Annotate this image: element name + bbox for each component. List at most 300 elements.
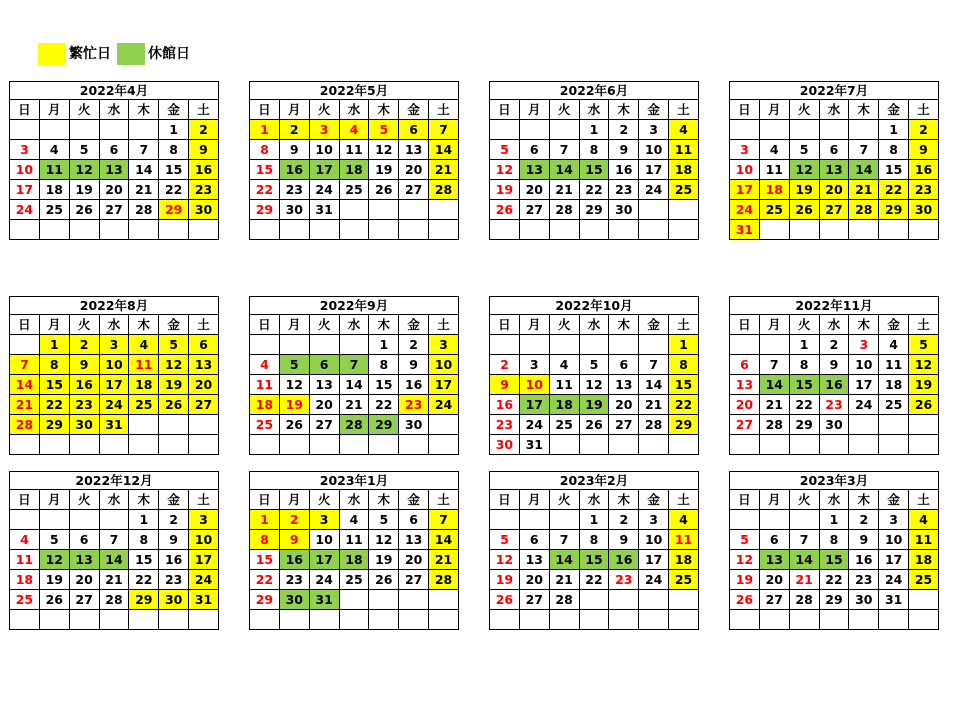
- month-title: 2022年6月: [490, 82, 699, 100]
- day-cell: 14: [429, 140, 459, 160]
- empty-cell: [189, 415, 219, 435]
- day-cell: 27: [99, 200, 129, 220]
- day-cell: 16: [399, 375, 429, 395]
- empty-cell: [99, 120, 129, 140]
- weekday-header: 金: [399, 315, 429, 335]
- day-cell: 1: [579, 510, 609, 530]
- weekday-header: 火: [309, 490, 339, 510]
- day-cell: 14: [759, 375, 789, 395]
- weekday-header: 月: [279, 490, 309, 510]
- day-cell: 10: [639, 140, 669, 160]
- month-calendar: [9, 471, 219, 630]
- day-cell: 11: [339, 530, 369, 550]
- legend: [38, 43, 196, 65]
- empty-cell: [759, 120, 789, 140]
- day-cell: 19: [490, 180, 520, 200]
- weekday-header: 水: [99, 315, 129, 335]
- empty-cell: [129, 610, 159, 630]
- day-cell: 9: [69, 355, 99, 375]
- day-cell: 6: [399, 120, 429, 140]
- weekday-header: 日: [490, 315, 520, 335]
- day-cell: 30: [279, 200, 309, 220]
- day-cell: 11: [669, 140, 699, 160]
- day-cell: 17: [879, 550, 909, 570]
- month-title: 2022年9月: [250, 297, 459, 315]
- day-cell: 14: [549, 550, 579, 570]
- day-cell: 7: [549, 140, 579, 160]
- weekday-header: 日: [490, 490, 520, 510]
- day-cell: 23: [609, 570, 639, 590]
- empty-cell: [639, 590, 669, 610]
- empty-cell: [759, 335, 789, 355]
- weekday-header: 土: [429, 490, 459, 510]
- month-title: 2023年3月: [730, 472, 939, 490]
- weekday-header: 金: [159, 315, 189, 335]
- day-cell: 2: [159, 510, 189, 530]
- empty-cell: [549, 220, 579, 240]
- empty-cell: [549, 335, 579, 355]
- weekday-header: 月: [759, 100, 789, 120]
- empty-cell: [69, 435, 99, 455]
- day-cell: 18: [669, 160, 699, 180]
- day-cell: 5: [789, 140, 819, 160]
- empty-cell: [429, 610, 459, 630]
- day-cell: 28: [339, 415, 369, 435]
- weekday-header: 木: [849, 100, 879, 120]
- empty-cell: [849, 415, 879, 435]
- day-cell: 15: [250, 160, 280, 180]
- weekday-header: 水: [579, 100, 609, 120]
- weekday-header: 土: [909, 100, 939, 120]
- day-cell: 14: [789, 550, 819, 570]
- day-cell: 24: [849, 395, 879, 415]
- day-cell: 5: [369, 120, 399, 140]
- day-cell: 20: [819, 180, 849, 200]
- empty-cell: [129, 120, 159, 140]
- empty-cell: [639, 435, 669, 455]
- day-cell: 5: [490, 140, 520, 160]
- day-cell: 19: [369, 160, 399, 180]
- empty-cell: [10, 335, 40, 355]
- day-cell: 7: [429, 120, 459, 140]
- day-cell: 26: [279, 415, 309, 435]
- empty-cell: [10, 120, 40, 140]
- day-cell: 19: [69, 180, 99, 200]
- day-cell: 9: [159, 530, 189, 550]
- empty-cell: [339, 335, 369, 355]
- empty-cell: [789, 120, 819, 140]
- day-cell: 8: [669, 355, 699, 375]
- day-cell: 14: [99, 550, 129, 570]
- day-cell: 20: [609, 395, 639, 415]
- day-cell: 2: [399, 335, 429, 355]
- weekday-header: 金: [639, 100, 669, 120]
- empty-cell: [99, 510, 129, 530]
- day-cell: 1: [39, 335, 69, 355]
- day-cell: 21: [339, 395, 369, 415]
- empty-cell: [669, 200, 699, 220]
- day-cell: 20: [309, 395, 339, 415]
- day-cell: 29: [369, 415, 399, 435]
- empty-cell: [69, 220, 99, 240]
- weekday-header: 水: [819, 100, 849, 120]
- day-cell: 1: [879, 120, 909, 140]
- weekday-header: 金: [879, 100, 909, 120]
- day-cell: 20: [519, 570, 549, 590]
- day-cell: 11: [759, 160, 789, 180]
- day-cell: 16: [609, 550, 639, 570]
- empty-cell: [369, 435, 399, 455]
- day-cell: 3: [309, 120, 339, 140]
- day-cell: 11: [10, 550, 40, 570]
- day-cell: 12: [789, 160, 819, 180]
- day-cell: 26: [369, 570, 399, 590]
- day-cell: 24: [429, 395, 459, 415]
- empty-cell: [39, 120, 69, 140]
- empty-cell: [759, 220, 789, 240]
- day-cell: 15: [579, 160, 609, 180]
- empty-cell: [789, 435, 819, 455]
- empty-cell: [339, 610, 369, 630]
- day-cell: 16: [279, 160, 309, 180]
- empty-cell: [129, 435, 159, 455]
- empty-cell: [490, 120, 520, 140]
- weekday-header: 火: [789, 315, 819, 335]
- day-cell: 1: [819, 510, 849, 530]
- empty-cell: [819, 220, 849, 240]
- day-cell: 9: [849, 530, 879, 550]
- empty-cell: [69, 510, 99, 530]
- empty-cell: [909, 415, 939, 435]
- day-cell: 24: [730, 200, 760, 220]
- day-cell: 9: [189, 140, 219, 160]
- day-cell: 8: [369, 355, 399, 375]
- weekday-header: 月: [759, 490, 789, 510]
- weekday-header: 金: [639, 490, 669, 510]
- empty-cell: [730, 610, 760, 630]
- day-cell: 10: [99, 355, 129, 375]
- day-cell: 13: [730, 375, 760, 395]
- day-cell: 27: [759, 590, 789, 610]
- day-cell: 3: [639, 120, 669, 140]
- day-cell: 28: [549, 590, 579, 610]
- month-title: 2022年11月: [730, 297, 939, 315]
- weekday-header: 土: [669, 490, 699, 510]
- day-cell: 10: [879, 530, 909, 550]
- weekday-header: 金: [639, 315, 669, 335]
- month-calendar: [249, 81, 459, 240]
- day-cell: 13: [69, 550, 99, 570]
- weekday-header: 日: [10, 100, 40, 120]
- day-cell: 6: [730, 355, 760, 375]
- weekday-header: 日: [10, 315, 40, 335]
- weekday-header: 木: [129, 315, 159, 335]
- day-cell: 23: [819, 395, 849, 415]
- empty-cell: [639, 610, 669, 630]
- day-cell: 22: [579, 570, 609, 590]
- empty-cell: [730, 510, 760, 530]
- day-cell: 23: [189, 180, 219, 200]
- day-cell: 4: [549, 355, 579, 375]
- day-cell: 14: [849, 160, 879, 180]
- day-cell: 30: [849, 590, 879, 610]
- empty-cell: [339, 200, 369, 220]
- day-cell: 6: [309, 355, 339, 375]
- day-cell: 12: [39, 550, 69, 570]
- empty-cell: [549, 510, 579, 530]
- day-cell: 7: [10, 355, 40, 375]
- empty-cell: [369, 220, 399, 240]
- day-cell: 10: [309, 140, 339, 160]
- day-cell: 4: [129, 335, 159, 355]
- day-cell: 7: [99, 530, 129, 550]
- day-cell: 9: [609, 140, 639, 160]
- empty-cell: [579, 335, 609, 355]
- day-cell: 19: [579, 395, 609, 415]
- empty-cell: [579, 220, 609, 240]
- day-cell: 28: [759, 415, 789, 435]
- empty-cell: [819, 120, 849, 140]
- empty-cell: [339, 435, 369, 455]
- empty-cell: [789, 510, 819, 530]
- day-cell: 15: [39, 375, 69, 395]
- day-cell: 26: [490, 200, 520, 220]
- empty-cell: [69, 610, 99, 630]
- empty-cell: [250, 435, 280, 455]
- day-cell: 10: [10, 160, 40, 180]
- weekday-header: 火: [69, 100, 99, 120]
- empty-cell: [669, 220, 699, 240]
- day-cell: 10: [730, 160, 760, 180]
- weekday-header: 金: [159, 100, 189, 120]
- day-cell: 11: [339, 140, 369, 160]
- day-cell: 5: [579, 355, 609, 375]
- day-cell: 22: [369, 395, 399, 415]
- weekday-header: 日: [250, 315, 280, 335]
- month-calendar: [249, 296, 459, 455]
- day-cell: 17: [730, 180, 760, 200]
- day-cell: 27: [519, 200, 549, 220]
- day-cell: 22: [669, 395, 699, 415]
- empty-cell: [639, 335, 669, 355]
- day-cell: 20: [519, 180, 549, 200]
- empty-cell: [279, 610, 309, 630]
- weekday-header: 金: [159, 490, 189, 510]
- day-cell: 6: [69, 530, 99, 550]
- day-cell: 21: [639, 395, 669, 415]
- day-cell: 18: [39, 180, 69, 200]
- weekday-header: 木: [849, 490, 879, 510]
- day-cell: 5: [369, 510, 399, 530]
- day-cell: 19: [909, 375, 939, 395]
- day-cell: 23: [159, 570, 189, 590]
- day-cell: 17: [309, 160, 339, 180]
- weekday-header: 土: [909, 315, 939, 335]
- day-cell: 22: [579, 180, 609, 200]
- day-cell: 3: [429, 335, 459, 355]
- empty-cell: [730, 335, 760, 355]
- day-cell: 1: [669, 335, 699, 355]
- empty-cell: [399, 220, 429, 240]
- day-cell: 8: [579, 140, 609, 160]
- day-cell: 27: [819, 200, 849, 220]
- empty-cell: [639, 220, 669, 240]
- empty-cell: [339, 590, 369, 610]
- month-calendar: [489, 81, 699, 240]
- month-calendar: [9, 296, 219, 455]
- day-cell: 29: [819, 590, 849, 610]
- day-cell: 29: [159, 200, 189, 220]
- day-cell: 6: [609, 355, 639, 375]
- day-cell: 20: [99, 180, 129, 200]
- weekday-header: 土: [189, 315, 219, 335]
- day-cell: 9: [819, 355, 849, 375]
- day-cell: 11: [669, 530, 699, 550]
- day-cell: 30: [69, 415, 99, 435]
- day-cell: 17: [639, 160, 669, 180]
- month-calendar: [729, 81, 939, 240]
- day-cell: 3: [639, 510, 669, 530]
- month-calendar: [489, 296, 699, 455]
- day-cell: 18: [10, 570, 40, 590]
- day-cell: 2: [609, 120, 639, 140]
- day-cell: 27: [399, 570, 429, 590]
- day-cell: 8: [39, 355, 69, 375]
- weekday-header: 木: [129, 100, 159, 120]
- month-title: 2022年7月: [730, 82, 939, 100]
- day-cell: 20: [730, 395, 760, 415]
- weekday-header: 金: [399, 490, 429, 510]
- day-cell: 8: [789, 355, 819, 375]
- empty-cell: [519, 610, 549, 630]
- empty-cell: [609, 610, 639, 630]
- day-cell: 1: [129, 510, 159, 530]
- day-cell: 26: [369, 180, 399, 200]
- day-cell: 31: [189, 590, 219, 610]
- weekday-header: 月: [279, 100, 309, 120]
- day-cell: 29: [879, 200, 909, 220]
- day-cell: 18: [250, 395, 280, 415]
- day-cell: 6: [99, 140, 129, 160]
- month-title: 2022年5月: [250, 82, 459, 100]
- day-cell: 21: [99, 570, 129, 590]
- day-cell: 21: [849, 180, 879, 200]
- day-cell: 21: [789, 570, 819, 590]
- empty-cell: [309, 335, 339, 355]
- busy-legend-label: 繁忙日: [69, 46, 111, 62]
- day-cell: 2: [69, 335, 99, 355]
- day-cell: 13: [609, 375, 639, 395]
- day-cell: 15: [159, 160, 189, 180]
- day-cell: 20: [399, 550, 429, 570]
- weekday-header: 水: [339, 100, 369, 120]
- weekday-header: 水: [819, 315, 849, 335]
- day-cell: 25: [879, 395, 909, 415]
- weekday-header: 日: [10, 490, 40, 510]
- month-title: 2022年10月: [490, 297, 699, 315]
- empty-cell: [579, 435, 609, 455]
- weekday-header: 水: [579, 490, 609, 510]
- weekday-header: 金: [879, 315, 909, 335]
- day-cell: 24: [639, 570, 669, 590]
- day-cell: 4: [339, 510, 369, 530]
- weekday-header: 火: [309, 315, 339, 335]
- day-cell: 14: [339, 375, 369, 395]
- day-cell: 11: [549, 375, 579, 395]
- day-cell: 30: [609, 200, 639, 220]
- day-cell: 13: [399, 140, 429, 160]
- day-cell: 12: [490, 160, 520, 180]
- day-cell: 30: [189, 200, 219, 220]
- day-cell: 8: [250, 530, 280, 550]
- day-cell: 27: [189, 395, 219, 415]
- empty-cell: [309, 220, 339, 240]
- empty-cell: [519, 335, 549, 355]
- day-cell: 15: [669, 375, 699, 395]
- day-cell: 30: [819, 415, 849, 435]
- day-cell: 4: [759, 140, 789, 160]
- weekday-header: 月: [279, 315, 309, 335]
- empty-cell: [819, 435, 849, 455]
- day-cell: 16: [909, 160, 939, 180]
- weekday-header: 水: [99, 490, 129, 510]
- day-cell: 25: [549, 415, 579, 435]
- day-cell: 13: [399, 530, 429, 550]
- weekday-header: 木: [129, 490, 159, 510]
- day-cell: 22: [129, 570, 159, 590]
- day-cell: 8: [159, 140, 189, 160]
- day-cell: 10: [189, 530, 219, 550]
- day-cell: 20: [69, 570, 99, 590]
- empty-cell: [189, 220, 219, 240]
- day-cell: 3: [849, 335, 879, 355]
- empty-cell: [669, 590, 699, 610]
- day-cell: 13: [99, 160, 129, 180]
- empty-cell: [819, 610, 849, 630]
- day-cell: 25: [10, 590, 40, 610]
- day-cell: 7: [549, 530, 579, 550]
- empty-cell: [99, 220, 129, 240]
- day-cell: 6: [519, 530, 549, 550]
- day-cell: 27: [309, 415, 339, 435]
- weekday-header: 火: [549, 490, 579, 510]
- empty-cell: [490, 335, 520, 355]
- day-cell: 23: [279, 180, 309, 200]
- weekday-header: 月: [519, 315, 549, 335]
- day-cell: 9: [279, 140, 309, 160]
- day-cell: 13: [189, 355, 219, 375]
- empty-cell: [909, 610, 939, 630]
- weekday-header: 木: [369, 100, 399, 120]
- month-title: 2023年1月: [250, 472, 459, 490]
- day-cell: 22: [39, 395, 69, 415]
- day-cell: 5: [490, 530, 520, 550]
- weekday-header: 水: [339, 315, 369, 335]
- empty-cell: [39, 220, 69, 240]
- day-cell: 19: [730, 570, 760, 590]
- day-cell: 28: [549, 200, 579, 220]
- day-cell: 17: [10, 180, 40, 200]
- day-cell: 9: [490, 375, 520, 395]
- empty-cell: [39, 610, 69, 630]
- empty-cell: [99, 610, 129, 630]
- day-cell: 14: [639, 375, 669, 395]
- empty-cell: [10, 220, 40, 240]
- empty-cell: [519, 220, 549, 240]
- day-cell: 6: [399, 510, 429, 530]
- day-cell: 23: [69, 395, 99, 415]
- empty-cell: [189, 435, 219, 455]
